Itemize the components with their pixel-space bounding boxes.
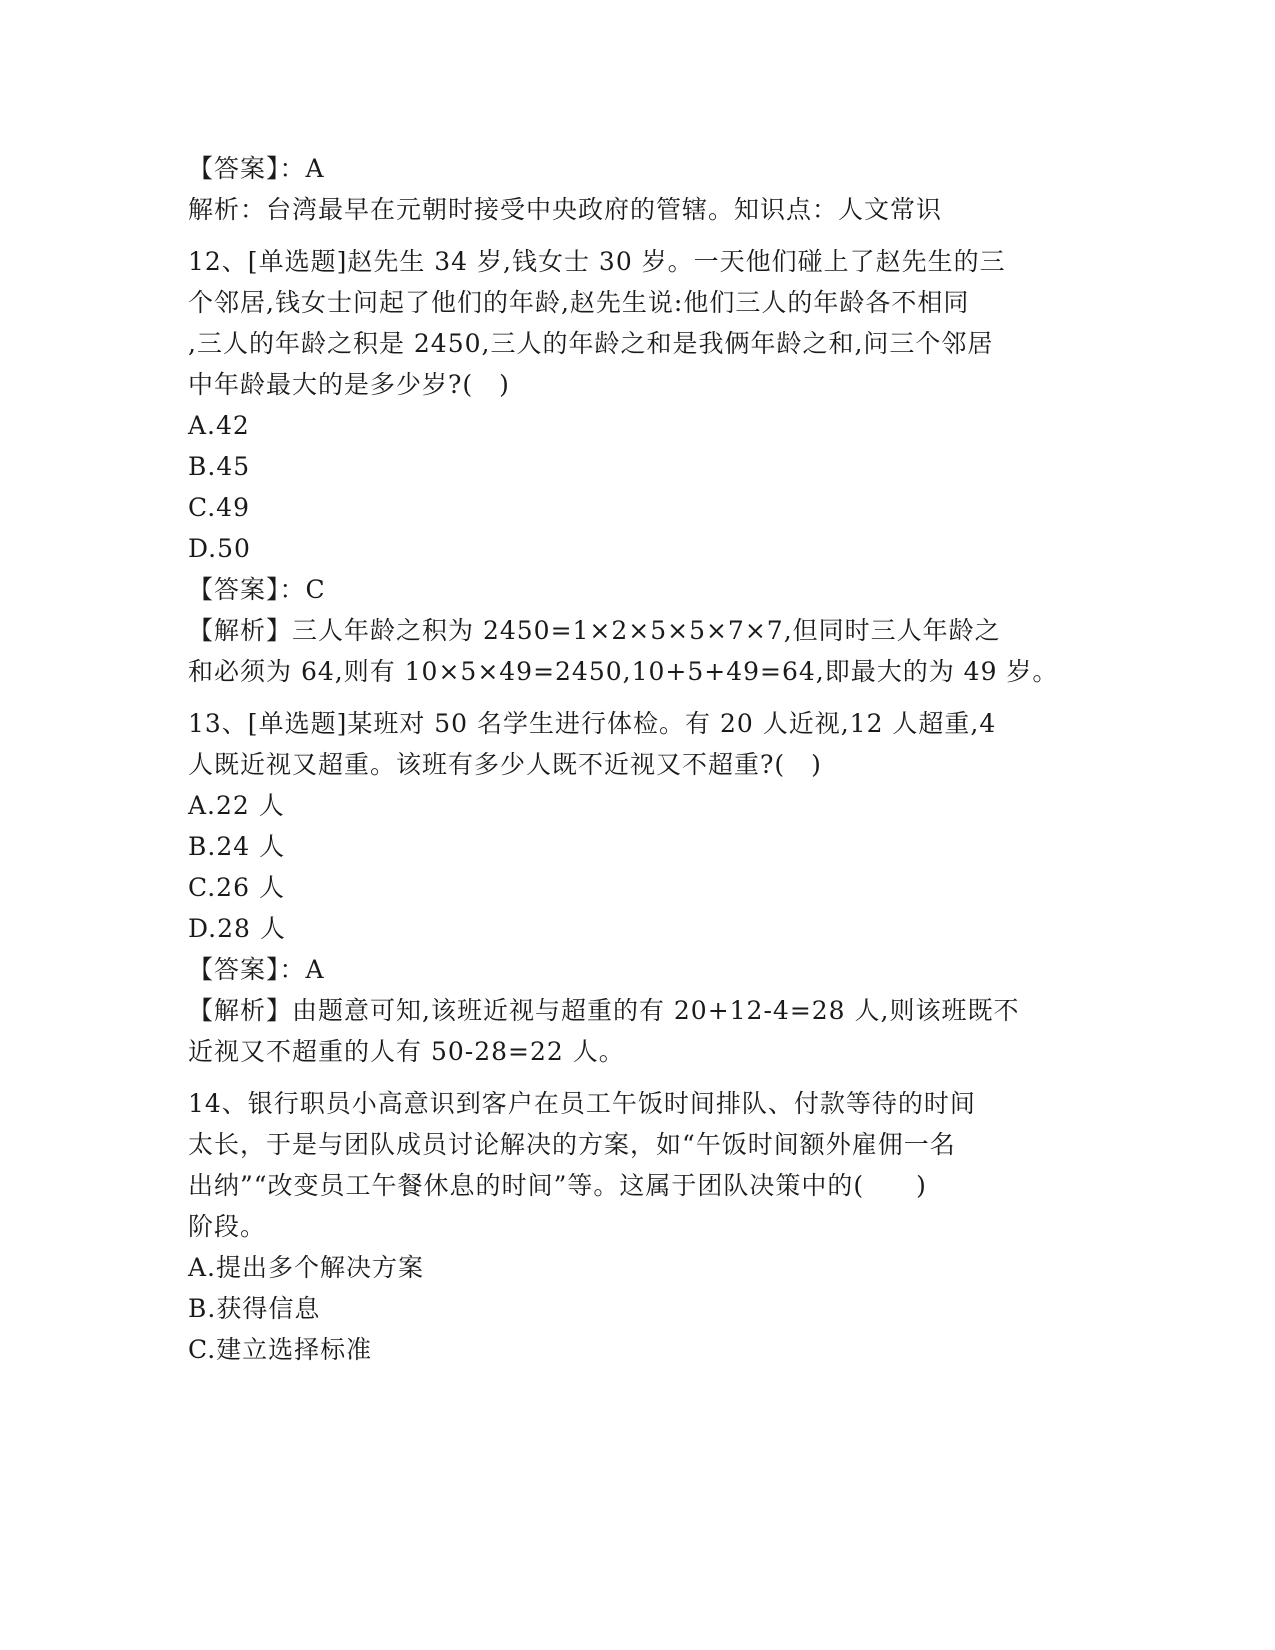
- q13-stem-line: 人既近视又超重。该班有多少人既不近视又不超重?( ): [188, 750, 822, 779]
- q12-answer: 【答案】：C: [188, 575, 326, 604]
- q14-stem-line: 太长，于是与团队成员讨论解决的方案，如“午饭时间额外雇佣一名: [188, 1130, 956, 1159]
- q14-stem-line: 出纳”“改变员工午餐休息的时间”等。这属于团队决策中的( ): [188, 1171, 927, 1200]
- q12-option-b: B.45: [188, 452, 251, 481]
- q13-stem-line: 13、[单选题]某班对 50 名学生进行体检。有 20 人近视,12 人超重,4: [188, 709, 997, 738]
- q11-answer: 【答案】：A: [188, 154, 325, 183]
- q13-option-c: C.26 人: [188, 873, 285, 902]
- q14-stem-line: 阶段。: [188, 1212, 267, 1241]
- q14-option-a: A.提出多个解决方案: [188, 1253, 425, 1282]
- q12-analysis-line: 【解析】三人年龄之积为 2450=1×2×5×5×7×7,但同时三人年龄之: [188, 616, 1001, 645]
- q12-stem-line: 12、[单选题]赵先生 34 岁,钱女士 30 岁。一天他们碰上了赵先生的三: [188, 247, 1006, 276]
- question-13: [188, 703, 1088, 1072]
- q13-analysis-line: 近视又不超重的人有 50-28=22 人。: [188, 1037, 625, 1066]
- q12-stem-line: 中年龄最大的是多少岁?( ): [188, 370, 510, 399]
- q11-analysis: 解析：台湾最早在元朝时接受中央政府的管辖。知识点：人文常识: [188, 195, 943, 224]
- q14-option-b: B.获得信息: [188, 1294, 321, 1323]
- q12-analysis-line: 和必须为 64,则有 10×5×49=2450,10+5+49=64,即最大的为 49 岁。: [188, 657, 1059, 686]
- q13-analysis-line: 【解析】由题意可知,该班近视与超重的有 20+12-4=28 人,则该班既不: [188, 996, 1020, 1025]
- question-14: [188, 1083, 1088, 1370]
- q12-option-c: C.49: [188, 493, 250, 522]
- q12-option-a: A.42: [188, 411, 250, 440]
- question-12: [188, 241, 1088, 692]
- q13-option-d: D.28 人: [188, 914, 286, 943]
- q12-option-d: D.50: [188, 534, 251, 563]
- document-page: [188, 148, 1088, 1370]
- q14-option-c: C.建立选择标准: [188, 1335, 373, 1364]
- q13-option-b: B.24 人: [188, 832, 286, 861]
- q14-stem-line: 14、银行职员小高意识到客户在员工午饭时间排队、付款等待的时间: [188, 1089, 976, 1118]
- q12-stem-line: 个邻居,钱女士问起了他们的年龄,赵先生说:他们三人的年龄各不相同: [188, 288, 970, 317]
- q13-option-a: A.22 人: [188, 791, 285, 820]
- q13-answer: 【答案】：A: [188, 955, 325, 984]
- q12-stem-line: ,三人的年龄之积是 2450,三人的年龄之和是我俩年龄之和,问三个邻居: [188, 329, 994, 358]
